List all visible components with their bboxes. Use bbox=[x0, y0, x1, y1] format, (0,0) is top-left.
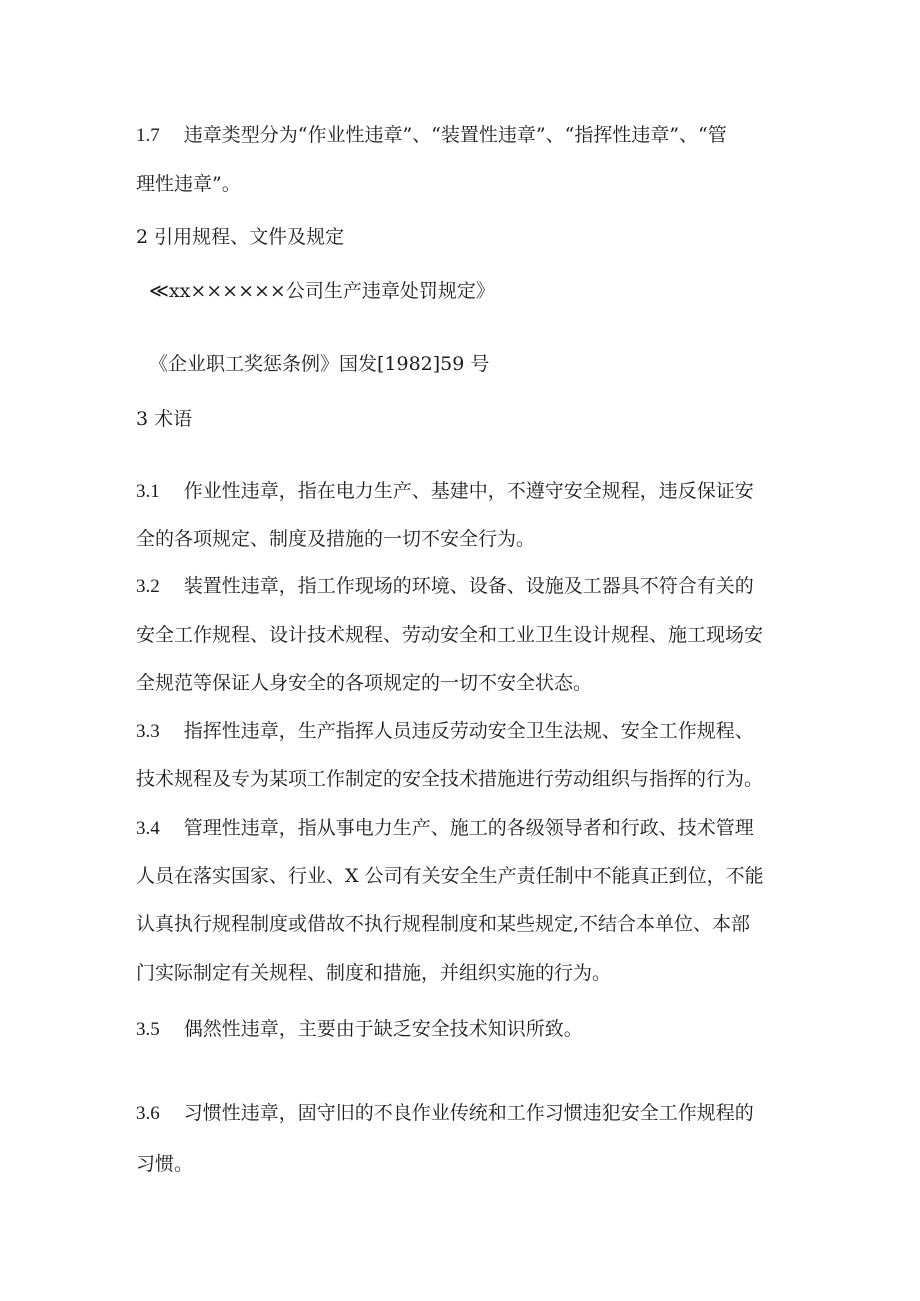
clause-3-2-line-1 bbox=[136, 574, 754, 599]
clause-3-6-line-2 bbox=[136, 1152, 193, 1176]
clause-text: 习惯性违章，固守旧的不良作业传统和工作习惯违犯安全工作规程的 bbox=[183, 1102, 754, 1124]
reference-2: 《企业职工奖惩条例》国发[1982]59 号 bbox=[149, 353, 490, 375]
clause-3-6-line-1 bbox=[136, 1101, 754, 1126]
clause-3-1-line-1 bbox=[136, 479, 754, 504]
clause-number: 3.2 bbox=[136, 576, 160, 597]
clause-text: 全规范等保证人身安全的各项规定的一切不安全状态。 bbox=[136, 672, 593, 694]
clause-text: 安全工作规程、设计技术规程、劳动安全和工业卫生设计规程、施工现场安 bbox=[136, 624, 764, 646]
clause-text: 偶然性违章，主要由于缺乏安全技术知识所致。 bbox=[183, 1018, 583, 1040]
clause-number: 3.5 bbox=[136, 1019, 160, 1040]
reference-1: ≪xx××××××公司生产违章处罚规定》 bbox=[149, 280, 495, 302]
clause-text: 管理性违章，指从事电力生产、施工的各级领导者和行政、技术管理 bbox=[183, 817, 754, 839]
clause-text: 作业性违章，指在电力生产、基建中，不遵守安全规程，违反保证安 bbox=[183, 480, 754, 502]
clause-number: 1.7 bbox=[136, 125, 160, 146]
clause-text: 理性违章”。 bbox=[136, 173, 241, 195]
clause-text: 违章类型分为“作业性违章”、“装置性违章”、“指挥性违章”、“管 bbox=[183, 124, 727, 146]
clause-text: 人员在落实国家、行业、X 公司有关安全生产责任制中不能真正到位，不能 bbox=[136, 865, 764, 887]
clause-number: 3.6 bbox=[136, 1103, 160, 1124]
clause-3-4-line-4 bbox=[136, 961, 611, 985]
clause-3-4-line-3 bbox=[136, 912, 750, 936]
clause-3-2-line-2 bbox=[136, 623, 763, 647]
clause-number: 3.3 bbox=[136, 721, 160, 742]
clause-text: 门实际制定有关规程、制度和措施，并组织实施的行为。 bbox=[136, 962, 612, 984]
section-2-heading: 2 引用规程、文件及规定 bbox=[136, 226, 345, 248]
clause-3-1-line-2 bbox=[136, 527, 535, 551]
clause-text: 技术规程及专为某项工作制定的安全技术措施进行劳动组织与指挥的行为。 bbox=[136, 768, 764, 790]
clause-text: 装置性违章，指工作现场的环境、设备、设施及工器具不符合有关的 bbox=[183, 575, 754, 597]
clause-text: 认真执行规程制度或借故不执行规程制度和某些规定,不结合本单位、本部 bbox=[136, 913, 751, 935]
clause-3-2-line-3 bbox=[136, 671, 592, 695]
clause-number: 3.4 bbox=[136, 818, 160, 839]
section-3-heading: 3 术语 bbox=[136, 408, 193, 430]
clause-text: 全的各项规定、制度及措施的一切不安全行为。 bbox=[136, 528, 536, 550]
clause-text: 习惯。 bbox=[136, 1153, 194, 1175]
clause-3-4-line-2 bbox=[136, 864, 764, 888]
clause-1-7-line-2 bbox=[136, 172, 241, 196]
clause-text: 指挥性违章，生产指挥人员违反劳动安全卫生法规、安全工作规程、 bbox=[183, 720, 754, 742]
clause-number: 3.1 bbox=[136, 481, 160, 502]
clause-1-7-line-1 bbox=[136, 123, 727, 148]
clause-3-5-line-1 bbox=[136, 1017, 583, 1042]
clause-3-4-line-1 bbox=[136, 816, 754, 841]
clause-3-3-line-1 bbox=[136, 719, 754, 744]
clause-3-3-line-2 bbox=[136, 767, 763, 791]
